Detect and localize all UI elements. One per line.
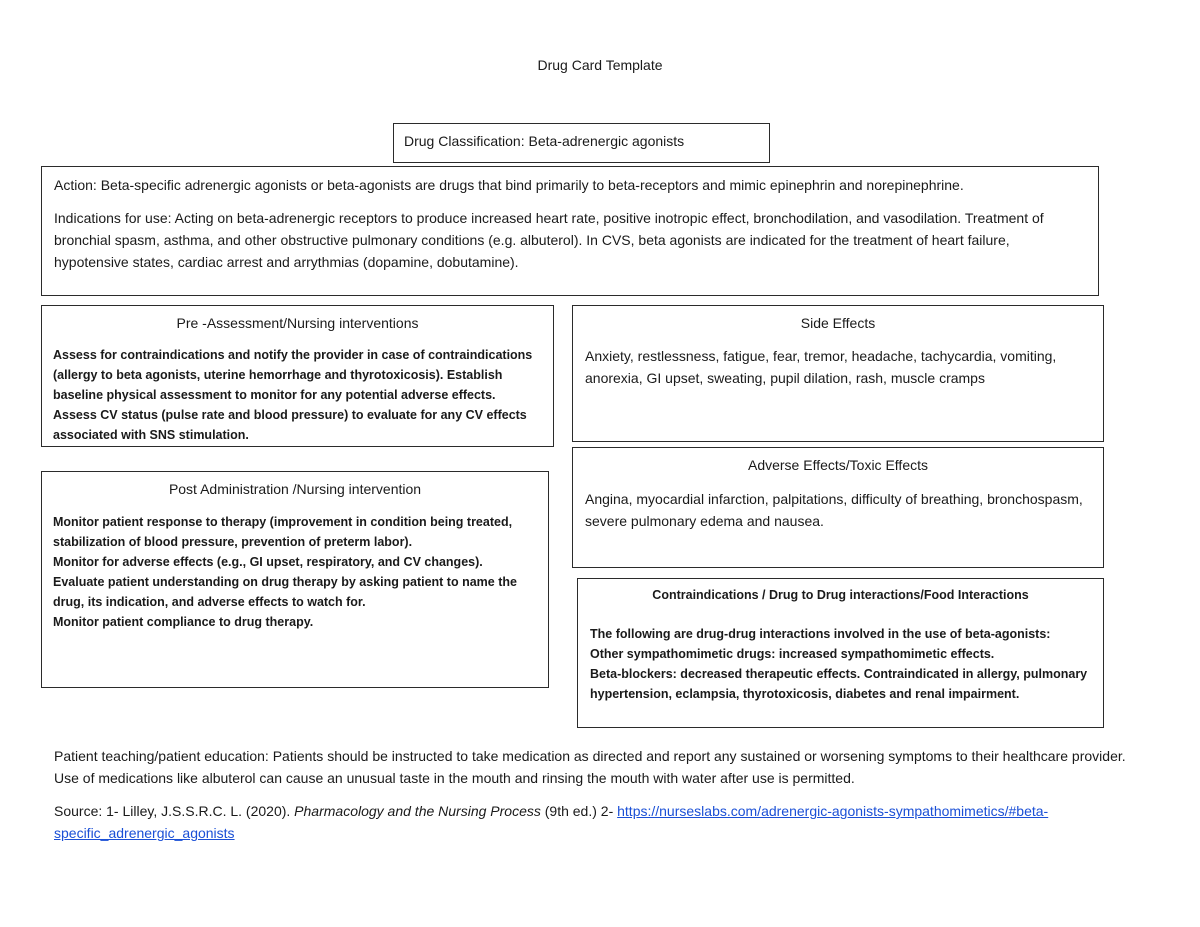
classification-label: Drug Classification: Beta-adrenergic agonists (404, 133, 685, 149)
pre-assessment-box (41, 305, 554, 447)
source-citation (54, 800, 1144, 844)
side-effects-heading: Side Effects (800, 315, 876, 331)
pre-assessment-body: Assess for contraindications and notify the provider in case of contraindications (allergy to beta agonists, uterine hemorrhage and thyrotoxicosis). Establish baseline physical assessment to monitor for any potential adverse effects. Assess CV status (pulse rate and blood pressure) to evaluate for any CV effects associated with SNS stimulation. (53, 348, 533, 442)
patient-teaching-text: Patient teaching/patient education: Patients should be instructed to take medication as directed and report any sustained or worsening symptoms to their healthcare provider. Use of medications like albuterol can cause an unusual taste in the mouth and rinsing the mouth with water after use is permitted. (54, 748, 1126, 786)
post-administration-box (41, 471, 549, 688)
post-administration-heading: Post Administration /Nursing intervention (168, 481, 422, 497)
post-admin-line: Monitor patient response to therapy (improvement in condition being treated, stabilization of blood pressure, prevention of preterm labor). (53, 515, 513, 549)
action-text: Action: Beta-specific adrenergic agonists or beta-agonists are drugs that bind primarily to beta-receptors and mimic epinephrin and norepinephrine. (54, 177, 964, 193)
page-title: Drug Card Template (537, 57, 663, 73)
contraindications-heading: Contraindications / Drug to Drug interactions/Food Interactions (652, 588, 1029, 602)
post-admin-line: Evaluate patient understanding on drug therapy by asking patient to name the drug, its indication, and adverse effects to watch for. (53, 575, 517, 609)
source (54, 800, 1144, 844)
adverse-effects-body: Angina, myocardial infarction, palpitations, difficulty of breathing, bronchospasm, severe pulmonary edema and nausea. (585, 491, 1083, 529)
source-book-title: Pharmacology and the Nursing Process (294, 803, 541, 819)
contraindications-line: Other sympathomimetic drugs: increased sympathomimetic effects. (590, 647, 995, 661)
side-effects-body: Anxiety, restlessness, fatigue, fear, tremor, headache, tachycardia, vomiting, anorexia, GI upset, sweating, pupil dilation, rash, muscle cramps (585, 348, 1057, 386)
indications-text: Indications for use: Acting on beta-adrenergic receptors to produce increased heart rate, positive inotropic effect, bronchodilation, and vasodilation. Treatment of bronchial spasm, asthma, and other obstructive pulmonary conditions (e.g. albuterol). In CVS, beta agonists are indicated for the treatment of heart failure, hypotensive states, cardiac arrest and arrythmias (dopamine, dobutamine). (54, 210, 1044, 270)
patient-teaching (54, 745, 1134, 789)
adverse-effects-box (572, 447, 1104, 568)
contraindications-line: Beta-blockers: decreased therapeutic effects. Contraindicated in allergy, pulmonary hypertension, eclampsia, thyrotoxicosis, diabetes and renal impairment. (590, 667, 1088, 701)
classification-box (393, 123, 770, 163)
contraindications-box (577, 578, 1104, 728)
post-admin-line: Monitor for adverse effects (e.g., GI upset, respiratory, and CV changes). (53, 555, 483, 569)
pre-assessment-heading: Pre -Assessment/Nursing interventions (176, 315, 419, 331)
contraindications-line: The following are drug-drug interactions involved in the use of beta-agonists: (590, 627, 1051, 641)
source-link[interactable]: https://nurseslabs.com/adrenergic-agonists-sympathomimetics/#beta-specific_adrenergic_agonists (54, 803, 1049, 841)
source-prefix: Source: 1- Lilley, J.S.S.R.C. L. (2020). (54, 803, 295, 819)
post-admin-line: Monitor patient compliance to drug therapy. (53, 615, 314, 629)
source-edition: (9th ed.) 2- (540, 803, 618, 819)
action-box (41, 166, 1099, 296)
side-effects-box (572, 305, 1104, 442)
adverse-effects-heading: Adverse Effects/Toxic Effects (747, 457, 928, 473)
